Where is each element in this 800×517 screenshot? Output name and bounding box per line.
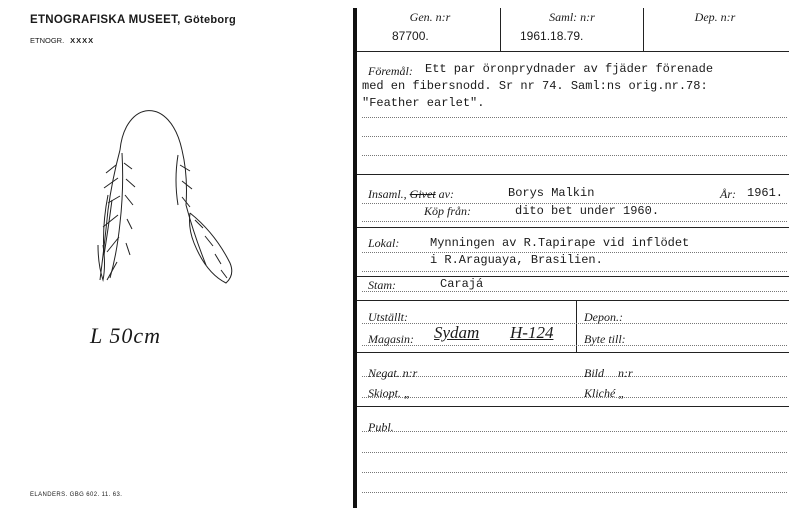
department-label: ETNOGR. XXXX — [30, 36, 95, 45]
dotted-line — [362, 221, 787, 222]
utstallt-label: Utställt: — [368, 310, 409, 324]
rule — [357, 276, 789, 277]
byte-label: Byte till: — [584, 332, 626, 346]
insaml-label: Insaml., Givet av: — [368, 187, 454, 201]
rule — [357, 352, 789, 353]
lokal-label: Lokal: — [368, 236, 400, 250]
museum-name: ETNOGRAFISKA MUSEET, Göteborg — [30, 14, 237, 26]
publ-label: Publ. — [368, 420, 394, 434]
depon-label: Depon.: — [584, 310, 623, 324]
rule — [357, 227, 789, 228]
dotted-line — [362, 155, 787, 156]
stam-value: Carajá — [440, 277, 484, 291]
rule — [500, 8, 501, 51]
saml-nr-value: 1961.18.79. — [520, 29, 584, 43]
dotted-line — [362, 472, 787, 473]
foremal-line-3: "Feather earlet". — [362, 96, 485, 110]
skiopt-label: Skiopt. „ — [368, 386, 411, 400]
rule — [357, 406, 789, 407]
magasin-code: H-124 — [510, 323, 554, 342]
foremal-label: Föremål: — [368, 64, 413, 78]
dotted-line — [362, 492, 787, 493]
kop-label: Köp från: — [424, 204, 472, 218]
dotted-line — [362, 376, 787, 377]
size-note: L 50cm — [90, 323, 161, 348]
rule — [357, 300, 789, 301]
printer-imprint: ELANDERS. GBG 602. 11. 63. — [30, 492, 123, 498]
ar-value: 1961. — [747, 186, 784, 200]
dotted-line — [362, 271, 787, 272]
rule — [643, 8, 644, 51]
struck-mark: XXXX — [70, 36, 95, 45]
dotted-line — [362, 291, 787, 292]
magasin-label: Magasin: — [368, 332, 414, 346]
magasin-value: Sydam — [434, 323, 480, 342]
rule — [357, 51, 789, 52]
dotted-line — [362, 117, 787, 118]
dep-nr-label: Dep. n:r — [694, 10, 736, 24]
insaml-struck: Givet — [409, 187, 436, 201]
saml-nr-label: Saml: n:r — [549, 10, 595, 24]
foremal-line-2: med en fibersnodd. Sr nr 74. Saml:ns orig.nr.78: — [362, 79, 708, 93]
dotted-line — [362, 323, 787, 324]
dotted-line — [362, 452, 787, 453]
stam-label: Stam: — [368, 278, 396, 292]
ar-label: År: — [720, 187, 736, 201]
lokal-line-1: Mynningen av R.Tapirape vid inflödet — [430, 236, 690, 250]
rule — [357, 174, 789, 175]
foremal-line-1: Ett par öronprydnader av fjäder förenade — [425, 62, 714, 76]
dotted-line — [362, 431, 787, 432]
dotted-line — [362, 397, 787, 398]
lokal-line-2: i R.Araguaya, Brasilien. — [430, 253, 603, 267]
insaml-value: Borys Malkin — [508, 186, 595, 200]
negat-label: Negat. n:r — [368, 366, 418, 380]
dotted-line — [362, 345, 787, 346]
bild-label: Bild n:r — [584, 366, 633, 380]
feather-earlet-sketch — [80, 95, 255, 305]
kop-value: dito bet under 1960. — [515, 204, 660, 218]
card-divider — [353, 8, 357, 508]
dotted-line — [362, 136, 787, 137]
gen-nr-label: Gen. n:r — [409, 10, 451, 24]
gen-nr-value: 87700. — [392, 29, 429, 43]
kliche-label: Kliché „ — [584, 386, 625, 400]
